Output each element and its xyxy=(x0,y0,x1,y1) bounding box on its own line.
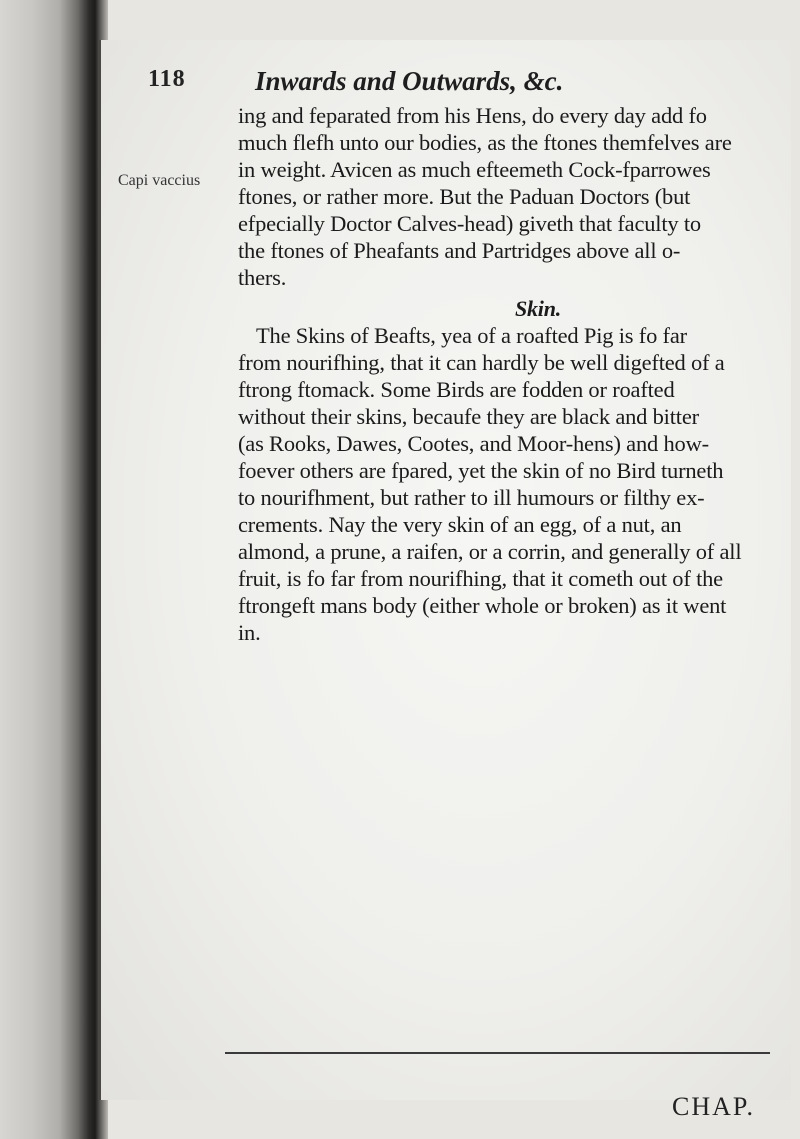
margin-note: Capi vaccius xyxy=(118,172,201,189)
text-line: in weight. Avicen as much efteemeth Cock-fparrowes xyxy=(238,157,711,182)
text-line: almond, a prune, a raifen, or a corrin, and generally of all xyxy=(238,539,742,564)
text-line: crements. Nay the very skin of an egg, of a nut, an xyxy=(238,512,682,537)
text-line: The Skins of Beafts, yea of a roafted Pig is fo far xyxy=(256,323,687,348)
text-line: ing and feparated from his Hens, do every day add fo xyxy=(238,103,707,128)
text-line: ftrong ftomack. Some Birds are fodden or roafted xyxy=(238,377,675,402)
text-line: much flefh unto our bodies, as the ftones themfelves are xyxy=(238,130,732,155)
text-line: ftrongeft mans body (either whole or broken) as it went xyxy=(238,593,727,618)
running-title: Inwards and Outwards, &c. xyxy=(255,66,564,96)
section-heading: Skin. xyxy=(514,296,562,321)
text-line: from nourifhing, that it can hardly be well digefted of a xyxy=(238,350,725,375)
page-number: 118 xyxy=(148,66,186,92)
text-line: foever others are fpared, yet the skin of no Bird turneth xyxy=(238,458,724,483)
catchword: CHAP. xyxy=(672,1092,755,1121)
book-gutter xyxy=(0,0,108,1139)
text-line: efpecially Doctor Calves-head) giveth that faculty to xyxy=(238,211,701,236)
text-line: fruit, is fo far from nourifhing, that it cometh out of the xyxy=(238,566,723,591)
text-line: thers. xyxy=(238,265,287,290)
paragraph-2 xyxy=(238,322,798,646)
text-line: to nourifhment, but rather to ill humours or filthy ex- xyxy=(238,485,705,510)
text-line: ftones, or rather more. But the Paduan Doctors (but xyxy=(238,184,691,209)
text-line: (as Rooks, Dawes, Cootes, and Moor-hens) and how- xyxy=(238,431,709,456)
text-line: without their skins, becaufe they are black and bitter xyxy=(238,404,699,429)
running-head xyxy=(0,60,800,100)
text-line: the ftones of Pheafants and Partridges above all o- xyxy=(238,238,681,263)
text-line: in. xyxy=(238,620,261,645)
body-text xyxy=(238,102,798,646)
horizontal-rule xyxy=(225,1052,770,1054)
paragraph-1 xyxy=(238,102,798,291)
